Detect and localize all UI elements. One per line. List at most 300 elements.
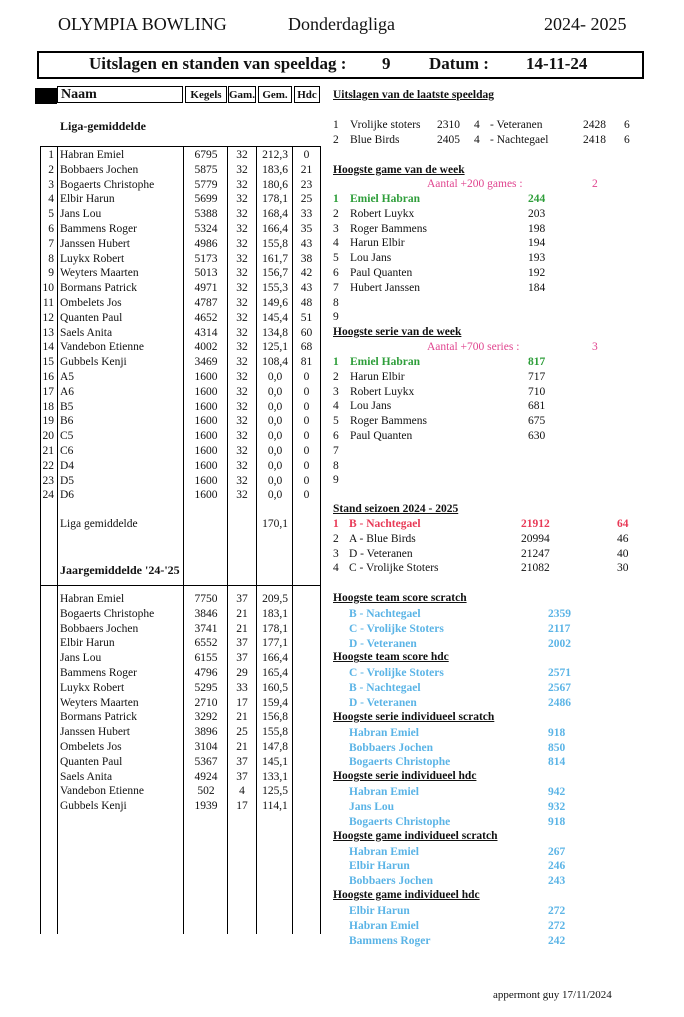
rank-value: 710 — [528, 385, 546, 398]
result-opponent: - Nachtegael — [490, 133, 549, 146]
record-row — [0, 904, 684, 919]
player-average: 166,4 — [262, 223, 288, 235]
standing-points: 64 — [617, 518, 629, 530]
table-row — [0, 651, 330, 666]
player-name: Saels Anita — [60, 326, 113, 339]
year-player-games: 37 — [236, 755, 248, 768]
record-row — [0, 815, 684, 830]
rank-name: Emiel Habran — [350, 356, 420, 368]
player-rank: 12 — [42, 311, 54, 324]
record-name: Habran Emiel — [349, 786, 419, 799]
player-games: 32 — [236, 178, 248, 191]
year-player-kegels: 2710 — [194, 696, 218, 709]
record-value: 246 — [548, 860, 566, 873]
standing-team: B - Nachtegael — [349, 518, 421, 530]
player-kegels: 4652 — [194, 311, 218, 324]
player-games: 32 — [236, 459, 248, 472]
high-game-count: 2 — [592, 178, 598, 190]
rank-nr: 8 — [333, 296, 339, 309]
standing-nr: 4 — [333, 562, 339, 575]
standing-score: 20994 — [521, 532, 550, 545]
player-rank: 13 — [42, 326, 54, 339]
list-item — [0, 296, 684, 311]
standing-score: 21082 — [521, 562, 550, 575]
rank-name: Roger Bammens — [350, 415, 427, 428]
player-name: Ombelets Jos — [60, 297, 122, 309]
rank-value: 244 — [528, 193, 546, 205]
record-name: Habran Emiel — [349, 726, 419, 739]
rank-value: 817 — [528, 356, 546, 368]
record-row — [0, 681, 684, 696]
player-average: 145,4 — [262, 311, 288, 324]
player-average: 125,1 — [262, 341, 288, 354]
player-games: 32 — [236, 430, 248, 443]
rank-name: Roger Bammens — [350, 222, 427, 235]
rank-nr: 2 — [333, 370, 339, 383]
player-average: 0,0 — [267, 459, 283, 472]
year-player-name: Luykx Robert — [60, 681, 125, 694]
record-row — [0, 622, 684, 637]
list-item — [0, 281, 684, 296]
player-hdc: 25 — [300, 193, 313, 206]
year-player-average: 165,4 — [262, 667, 288, 679]
player-hdc: 60 — [300, 326, 313, 339]
player-name: C6 — [60, 445, 74, 457]
player-rank: 1 — [48, 149, 54, 161]
year-player-kegels: 4796 — [194, 667, 218, 679]
player-average: 178,1 — [262, 193, 288, 206]
player-hdc: 21 — [300, 163, 313, 176]
record-row — [0, 874, 684, 889]
liga-title: Liga-gemiddelde — [60, 119, 146, 133]
year-player-kegels: 1939 — [194, 800, 218, 813]
result-score: 2310 — [437, 119, 460, 131]
record-name: Habran Emiel — [349, 845, 419, 858]
player-average: 134,8 — [262, 326, 288, 339]
year-player-name: Habran Emiel — [60, 593, 125, 605]
player-hdc: 33 — [300, 208, 313, 221]
rank-nr: 1 — [333, 356, 339, 368]
year-player-name: Quanten Paul — [60, 755, 123, 768]
player-games: 32 — [236, 371, 248, 383]
rank-name: Lou Jans — [350, 400, 392, 413]
record-row — [0, 845, 684, 860]
player-name: B6 — [60, 415, 74, 428]
year-player-average: 166,4 — [262, 652, 288, 665]
list-item — [0, 429, 684, 444]
player-games: 32 — [236, 311, 248, 324]
player-rank: 19 — [42, 415, 54, 428]
player-games: 32 — [236, 193, 248, 206]
player-rank: 15 — [42, 356, 54, 369]
result-nr: 1 — [333, 119, 339, 131]
rank-value: 717 — [528, 370, 546, 383]
year-player-name: Bormans Patrick — [60, 711, 137, 724]
table-row — [0, 163, 330, 178]
header-marker — [35, 88, 57, 104]
rank-name: Paul Quanten — [350, 430, 413, 442]
year-player-average: 209,5 — [262, 593, 288, 605]
player-hdc: 0 — [303, 385, 310, 398]
rank-nr: 5 — [333, 252, 339, 265]
player-games: 32 — [236, 326, 248, 339]
player-average: 0,0 — [267, 415, 283, 428]
record-title: Hoogste serie individueel hdc — [333, 770, 477, 783]
year-player-games: 29 — [236, 667, 248, 679]
banner-day: 9 — [382, 54, 391, 73]
player-rank: 24 — [42, 489, 54, 502]
standing-points: 40 — [617, 547, 629, 560]
record-title: Hoogste team score hdc — [333, 651, 449, 664]
liga-gem-label: Liga gemiddelde — [60, 518, 138, 530]
standing-team: C - Vrolijke Stoters — [349, 562, 439, 575]
player-kegels: 1600 — [194, 430, 218, 443]
player-name: A6 — [60, 385, 75, 398]
rank-name: Paul Quanten — [350, 267, 413, 279]
player-average: 183,6 — [262, 163, 288, 176]
high-series-title: Hoogste serie van de week — [333, 326, 462, 338]
year-player-name: Saels Anita — [60, 770, 113, 783]
list-item — [0, 459, 684, 474]
record-value: 2002 — [548, 637, 571, 650]
table-row — [0, 710, 330, 725]
record-value: 2486 — [548, 697, 571, 709]
list-item — [0, 207, 684, 222]
col-gem: Gem. — [258, 86, 292, 103]
record-value: 942 — [548, 786, 566, 799]
year-player-games: 21 — [236, 622, 248, 635]
rank-nr: 8 — [333, 459, 339, 472]
season-title: 2024- 2025 — [544, 14, 627, 34]
record-row — [0, 696, 684, 711]
player-games: 32 — [236, 297, 248, 309]
player-kegels: 1600 — [194, 445, 218, 457]
year-player-games: 4 — [239, 785, 245, 798]
player-name: A5 — [60, 371, 75, 383]
player-games: 32 — [236, 415, 248, 428]
list-item — [0, 473, 684, 488]
year-player-games: 17 — [236, 696, 248, 709]
record-name: B - Nachtegael — [349, 682, 421, 695]
record-value: 2359 — [548, 608, 571, 620]
player-rank: 5 — [48, 208, 54, 221]
rank-nr: 9 — [333, 474, 339, 487]
player-hdc: 0 — [303, 430, 310, 443]
record-title: Hoogste game individueel hdc — [333, 889, 480, 901]
year-player-average: 114,1 — [262, 800, 288, 813]
player-rank: 18 — [42, 400, 54, 413]
record-title: Hoogste team score scratch — [333, 592, 467, 604]
league-title: Donderdagliga — [288, 14, 395, 34]
player-hdc: 81 — [300, 356, 313, 369]
player-rank: 7 — [48, 237, 54, 250]
player-games: 32 — [236, 252, 248, 265]
standing-nr: 3 — [333, 547, 339, 560]
player-kegels: 4986 — [194, 237, 218, 250]
table-row — [0, 326, 330, 341]
record-name: C - Vrolijke Stoters — [349, 667, 444, 680]
player-kegels: 4971 — [194, 282, 218, 295]
year-player-kegels: 7750 — [194, 593, 218, 605]
player-kegels: 5013 — [194, 267, 218, 280]
results-title: Uitslagen van de laatste speeldag — [333, 89, 494, 101]
col-kegels: Kegels — [185, 86, 227, 103]
record-value: 2571 — [548, 667, 571, 680]
rank-nr: 6 — [333, 267, 339, 279]
standing-row — [0, 547, 684, 562]
player-average: 0,0 — [267, 371, 283, 383]
player-rank: 8 — [48, 252, 54, 265]
standing-points: 30 — [617, 562, 629, 575]
year-player-name: Ombelets Jos — [60, 741, 122, 753]
year-player-kegels: 5295 — [194, 681, 218, 694]
year-player-average: 155,8 — [262, 726, 288, 739]
player-kegels: 4002 — [194, 341, 218, 354]
player-hdc: 0 — [303, 149, 310, 161]
rank-nr: 2 — [333, 207, 339, 220]
player-games: 32 — [236, 385, 248, 398]
record-name: Bogaerts Christophe — [349, 815, 451, 828]
year-player-name: Janssen Hubert — [60, 726, 130, 739]
player-rank: 16 — [42, 371, 54, 383]
result-points: 4 — [474, 133, 480, 146]
year-player-games: 17 — [236, 800, 248, 813]
table-row — [0, 178, 330, 193]
year-player-kegels: 502 — [197, 785, 215, 798]
liga-gem-value: 170,1 — [262, 518, 288, 530]
standing-team: D - Veteranen — [349, 547, 413, 560]
rank-nr: 5 — [333, 415, 339, 428]
record-value: 272 — [548, 905, 566, 917]
record-value: 267 — [548, 845, 566, 858]
player-kegels: 5699 — [194, 193, 218, 206]
high-series-count: 3 — [592, 341, 598, 353]
record-value: 918 — [548, 815, 566, 828]
player-kegels: 1600 — [194, 459, 218, 472]
player-games: 32 — [236, 163, 248, 176]
player-average: 155,3 — [262, 282, 288, 295]
player-name: Bogaerts Christophe — [60, 178, 155, 191]
year-player-average: 125,5 — [262, 785, 288, 798]
year-player-name: Bogaerts Christophe — [60, 607, 155, 620]
year-player-name: Elbir Harun — [60, 637, 115, 650]
player-average: 0,0 — [267, 489, 283, 502]
year-player-average: 156,8 — [262, 711, 288, 724]
year-player-games: 37 — [236, 770, 248, 783]
record-name: D - Veteranen — [349, 637, 417, 650]
player-kegels: 5875 — [194, 163, 218, 176]
player-name: Luykx Robert — [60, 252, 125, 265]
player-name: Jans Lou — [60, 208, 102, 221]
result-score: 2405 — [437, 133, 460, 146]
player-average: 180,6 — [262, 178, 288, 191]
standing-nr: 1 — [333, 518, 339, 530]
player-games: 32 — [236, 282, 248, 295]
rank-nr: 3 — [333, 385, 339, 398]
high-game-title: Hoogste game van de week — [333, 164, 465, 176]
year-player-average: 145,1 — [262, 755, 288, 768]
year-player-average: 133,1 — [262, 770, 288, 783]
player-games: 32 — [236, 489, 248, 502]
banner — [37, 51, 644, 79]
player-games: 32 — [236, 400, 248, 413]
jaar-title: Jaargemiddelde '24-'25 — [60, 563, 180, 577]
year-player-kegels: 6552 — [194, 637, 218, 650]
year-player-average: 183,1 — [262, 607, 288, 620]
list-item — [0, 236, 684, 251]
record-name: D - Veteranen — [349, 697, 417, 709]
year-player-games: 25 — [236, 726, 248, 739]
year-player-average: 177,1 — [262, 637, 288, 650]
record-row — [0, 726, 684, 741]
col-naam: Naam — [57, 86, 183, 103]
player-name: Bammens Roger — [60, 223, 137, 235]
org-title: OLYMPIA BOWLING — [58, 14, 227, 34]
player-rank: 11 — [42, 297, 54, 309]
list-item — [0, 385, 684, 400]
list-item — [0, 251, 684, 266]
player-average: 108,4 — [262, 356, 288, 369]
player-rank: 17 — [42, 385, 54, 398]
result-team: Vrolijke stoters — [350, 119, 421, 131]
player-hdc: 0 — [303, 400, 310, 413]
year-player-name: Bammens Roger — [60, 667, 137, 679]
record-name: Bogaerts Christophe — [349, 756, 451, 769]
list-item — [0, 310, 684, 325]
player-name: Elbir Harun — [60, 193, 115, 206]
player-games: 32 — [236, 341, 248, 354]
year-player-name: Weyters Maarten — [60, 696, 139, 709]
record-row — [0, 666, 684, 681]
player-hdc: 0 — [303, 489, 310, 502]
record-value: 814 — [548, 756, 566, 769]
year-player-kegels: 6155 — [194, 652, 218, 665]
player-name: C5 — [60, 430, 74, 443]
rank-value: 203 — [528, 207, 546, 220]
player-kegels: 6795 — [194, 149, 218, 161]
year-player-name: Bobbaers Jochen — [60, 622, 139, 635]
year-player-kegels: 3292 — [194, 711, 218, 724]
record-name: Bammens Roger — [349, 934, 431, 947]
player-name: D6 — [60, 489, 75, 502]
player-name: D4 — [60, 459, 75, 472]
player-hdc: 68 — [300, 341, 313, 354]
result-row — [0, 133, 684, 148]
result-opponent-points: 6 — [624, 119, 630, 131]
player-rank: 22 — [42, 459, 54, 472]
record-name: Elbir Harun — [349, 860, 410, 873]
rank-name: Robert Luykx — [350, 207, 415, 220]
standings-title: Stand seizoen 2024 - 2025 — [333, 503, 459, 515]
player-name: Janssen Hubert — [60, 237, 130, 250]
record-row — [0, 934, 684, 949]
player-kegels: 1600 — [194, 415, 218, 428]
table-row — [0, 340, 330, 355]
rank-name: Robert Luykx — [350, 385, 415, 398]
record-row — [0, 785, 684, 800]
record-row — [0, 859, 684, 874]
record-name: Jans Lou — [349, 801, 395, 813]
player-rank: 21 — [42, 445, 54, 457]
year-player-average: 160,5 — [262, 681, 288, 694]
player-games: 32 — [236, 237, 248, 250]
record-row — [0, 919, 684, 934]
record-row — [0, 800, 684, 815]
list-item — [0, 444, 684, 459]
rank-nr: 4 — [333, 400, 339, 413]
result-nr: 2 — [333, 133, 339, 146]
player-name: Bormans Patrick — [60, 282, 137, 295]
high-series-count-label: Aantal +700 series : — [427, 341, 520, 353]
rank-value: 192 — [528, 267, 546, 279]
record-title: Hoogste game individueel scratch — [333, 829, 498, 842]
list-item — [0, 370, 684, 385]
player-hdc: 35 — [300, 223, 313, 235]
year-player-games: 37 — [236, 637, 248, 650]
player-average: 149,6 — [262, 297, 288, 309]
rank-name: Harun Elbir — [350, 370, 405, 383]
player-kegels: 3469 — [194, 356, 218, 369]
player-games: 32 — [236, 474, 248, 487]
high-game-count-label: Aantal +200 games : — [427, 178, 523, 190]
result-team: Blue Birds — [350, 133, 400, 146]
player-hdc: 0 — [303, 474, 310, 487]
list-item — [0, 222, 684, 237]
player-hdc: 43 — [300, 237, 313, 250]
standing-team: A - Blue Birds — [349, 532, 416, 545]
player-average: 155,8 — [262, 237, 288, 250]
player-name: Gubbels Kenji — [60, 356, 127, 369]
player-kegels: 5388 — [194, 208, 218, 221]
year-player-games: 37 — [236, 652, 248, 665]
year-player-games: 21 — [236, 711, 248, 724]
player-kegels: 1600 — [194, 489, 218, 502]
record-value: 2567 — [548, 682, 571, 695]
player-average: 212,3 — [262, 149, 288, 161]
player-rank: 23 — [42, 474, 54, 487]
table-row — [0, 592, 330, 607]
list-item — [0, 355, 684, 370]
player-hdc: 42 — [300, 267, 313, 280]
player-rank: 4 — [48, 193, 54, 206]
record-name: C - Vrolijke Stoters — [349, 622, 444, 635]
table-row — [0, 488, 330, 503]
record-row — [0, 741, 684, 756]
record-row — [0, 637, 684, 652]
player-kegels: 4787 — [194, 297, 218, 309]
year-player-average: 178,1 — [262, 622, 288, 635]
list-item — [0, 399, 684, 414]
record-value: 850 — [548, 741, 566, 754]
player-kegels: 1600 — [194, 385, 218, 398]
rank-name: Hubert Janssen — [350, 281, 420, 294]
player-hdc: 51 — [300, 311, 313, 324]
record-value: 2117 — [548, 622, 571, 635]
col-gam: Gam. — [228, 86, 256, 103]
rank-nr: 1 — [333, 193, 339, 205]
player-rank: 2 — [48, 163, 54, 176]
standing-score: 21912 — [521, 518, 550, 530]
player-rank: 10 — [42, 282, 54, 295]
player-rank: 20 — [42, 430, 54, 443]
list-item — [0, 192, 684, 207]
player-rank: 6 — [48, 223, 54, 235]
rank-name: Emiel Habran — [350, 193, 420, 205]
player-name: Quanten Paul — [60, 311, 123, 324]
player-kegels: 1600 — [194, 371, 218, 383]
player-name: D5 — [60, 474, 75, 487]
result-row — [0, 118, 684, 133]
